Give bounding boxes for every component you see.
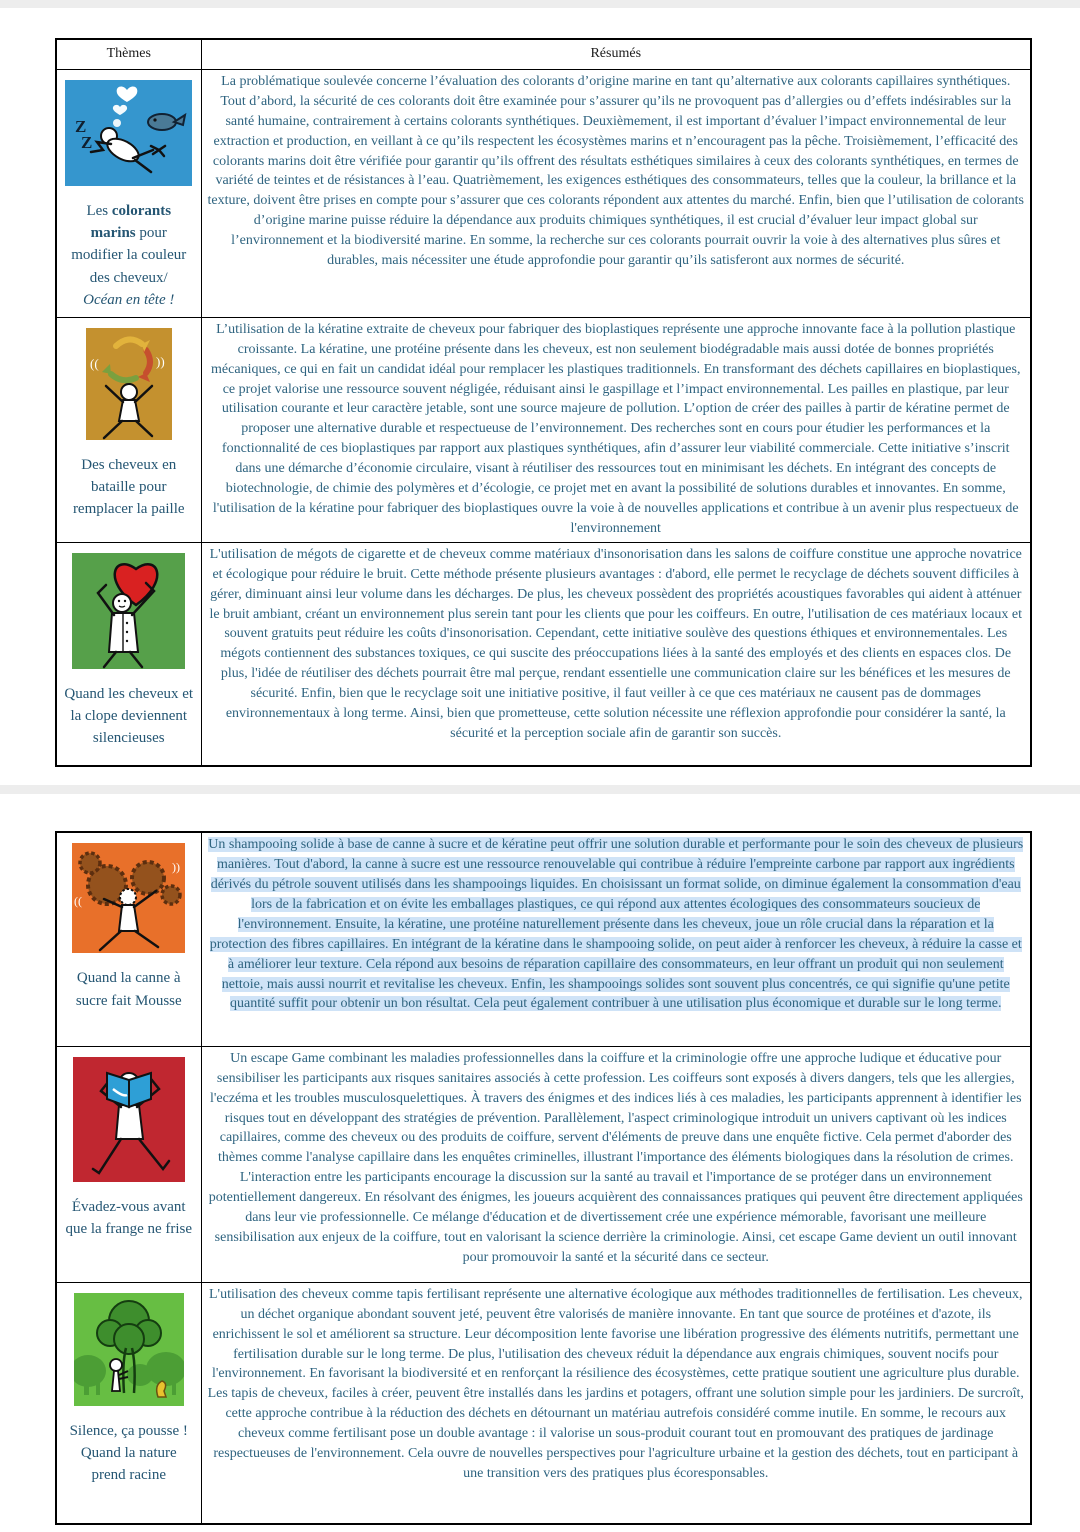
svg-text:)): )) — [172, 860, 181, 875]
column-header-themes: Thèmes — [56, 39, 201, 70]
theme-caption: Silence, ça pousse ! Quand la nature prend racine — [69, 1422, 188, 1484]
theme-cell-colorants-marins — [56, 70, 201, 318]
theme-cell-insonorisation — [56, 542, 201, 766]
theme-cell-escape-game — [56, 1046, 201, 1282]
resume-cell — [201, 1046, 1031, 1282]
table-row — [56, 832, 1031, 1046]
svg-text:Z: Z — [81, 133, 93, 152]
resume-cell — [201, 542, 1031, 766]
resume-text: Un escape Game combinant les maladies professionnelles dans la coiffure et la criminologie offre une approche ludique et éducative pour sensibiliser les participants aux risques sanitaires associés à cette profession. Les coiffeurs sont exposés à divers dangers, tels que les allergies, l'eczéma et les troubles musculosquelettiques. À travers des énigmes et des indices liés à ces maladies, les participants apprennent à identifier les risques tout en développant des stratégies de prévention. Parallèlement, l'aspect criminologique introduit un univers captivant où les indices capillaires, comme des cheveux ou des produits de coiffure, servent d'éléments de preuve dans une enquête fictive. Cela permet d'aborder des thèmes comme l'analyse capillaire dans les enquêtes criminelles, illustrant l'importance des éléments biologiques dans la résolution de crimes. L'interaction entre les participants encourage la discussion sur la santé au travail et l'importance de se protéger dans un environnement potentiellement dangereux. En résolvant des énigmes, les joueurs acquièrent des connaissances pratiques qui peuvent être directement appliquées dans leur vie professionnelle. Ce mélange d'éducation et de divertissement crée une expérience mémorable, favorisant une meilleure sensibilisation aux enjeux de la coiffure, tout en valorisant la science derrière la criminologie. Ainsi, cet escape Game devient un outil innovant pour promouvoir la santé et la sécurité dans ce secteur. — [208, 1050, 1023, 1265]
resume-text: L'utilisation de mégots de cigarette et de cheveux comme matériaux d'insonorisation dans les salons de coiffure constitue une approche novatrice et écologique pour réduire le bruit. Cette méthode présente plusieurs avantages : d'abord, elle permet le recyclage de déchets souvent difficiles à gérer, diminuant ainsi leur volume dans les décharges. De plus, les cheveux possèdent des propriétés acoustiques favorables qui aident à atténuer le bruit ambiant, créant un environnement plus serein tant pour les clients que pour les coiffeurs. En outre, l'utilisation de ces matériaux locaux et souvent gratuits peut réduire les coûts d'insonorisation. Cependant, cette initiative soulève des questions éthiques et environnementales. Les mégots contiennent des substances toxiques, ce qui suscite des préoccupations liées à la santé des employés et des clients en espaces clos. De plus, l'idée de réutiliser des déchets pourrait être mal perçue, rendant essentielle une communication claire sur les bénéfices et les mesures de sécurité. Enfin, bien que le recyclage soit une initiative positive, il faut veiller à ce que ces matériaux ne causent pas de dommages environnementaux à long terme. Ainsi, bien que prometteuse, cette solution nécessite une réflexion approfondie pour considérer la santé, la sécurité et la perception sociale afin de garantir son succès. — [209, 546, 1022, 741]
theme-caption: Évadez-vous avant que la frange ne frise — [65, 1198, 193, 1238]
book-reader-illustration — [73, 1057, 185, 1182]
caption-text: Les — [86, 203, 112, 219]
resume-cell — [201, 832, 1031, 1046]
selected-text: Un shampooing solide à base de canne à sucre et de kératine peut offrir une solution durable et performante pour le soin des cheveux de plusieurs manières. Tout d'abord, la canne à sucre est une ressource renouvelable qui contribue à réduire l'empreinte carbone par rapport aux ingrédients dérivés du pétrole souvent utilisés dans les shampooings liquides. En choisissant un format solide, on diminue également la consommation d'eau lors de la fabrication et on évite les emballages plastiques, ce qui répond aux attentes écologiques des consommateurs soucieux de l'environnement. Ensuite, la kératine, une protéine naturellement présente dans les cheveux, joue un rôle crucial dans la réparation et la protection des fibres capillaires. En intégrant de la kératine dans le shampooing solide, on peut aider à renforcer les cheveux, à réduire la casse et à améliorer leur texture. Cela répond aux besoins de réparation capillaire des consommateurs, en leur offrant un produit qui non seulement nettoie, mais aussi nourrit et revitalise les cheveux. Enfin, les shampooings solides sont souvent plus concentrés, ce qui signifie qu'une petite quantité suffit pour obtenir un bon résultat. Cela peut également contribuer à une utilisation plus économique et durable sur le long terme. — [208, 837, 1024, 1012]
table-row — [56, 542, 1031, 766]
theme-cell-fertilisant — [56, 1282, 201, 1524]
theme-cell-pailles — [56, 317, 201, 542]
themes-table-page2 — [55, 831, 1032, 1525]
caption-italic: Océan en tête ! — [83, 291, 175, 308]
resume-text: L’utilisation de la kératine extraite de cheveux pour fabriquer des bioplastiques représente une approche innovante face à la pollution plastique croissante. La kératine, une protéine présente dans les cheveux, est non seulement biodégradable mais aussi dotée de bonnes propriétés mécaniques, ce qui en fait un candidat idéal pour remplacer les plastiques traditionnels. En transformant des déchets capillaires en bioplastiques, ce projet valorise une ressource souvent négligée, réduisant ainsi le gaspillage et l’impact environnemental. Les pailles en plastique, par leur utilisation courante et leur caractère jetable, sont une source majeure de pollution. L’option de créer des pailles à partir de kératine permet de proposer une alternative durable et respectueuse de l’environnement. Des recherches sont en cours pour étudier les performances et la fonctionnalité de ces bioplastiques par rapport aux plastiques synthétiques, afin d’assurer leur viabilité commerciale. Cette initiative s’inscrit dans une démarche d’économie circulaire, visant à réutiliser des ressources tout en minimisant les déchets. En intégrant des concepts de biotechnologie, de chimie des polymères et d’écologie, ce projet met en avant la possibilité de solutions durables et innovantes. En somme, l'utilisation de la kératine pour fabriquer des bioplastiques ouvre la voie à de nouvelles applications et contribue à un avenir plus respectueux de l'environnement — [211, 321, 1021, 536]
resume-text-highlighted — [208, 835, 1025, 1014]
svg-text:)): )) — [155, 353, 165, 369]
caption-bold: colorants marins — [90, 203, 172, 242]
resume-cell — [201, 70, 1031, 318]
theme-cell-shampooing — [56, 832, 201, 1046]
resume-cell — [201, 317, 1031, 542]
svg-text:((: (( — [89, 355, 99, 371]
table-row — [56, 317, 1031, 542]
resume-text: L'utilisation des cheveux comme tapis fertilisant représente une alternative écologique aux méthodes traditionnelles de fertilisation. Les cheveux, un déchet organique abondant souvent jeté, peuvent être valorisés de manière innovante. En tant que source de protéines et d'azote, ils enrichissent le sol et améliorent sa structure. Leur décomposition lente favorise une libération progressive des éléments nutritifs, permettant une fertilisation durable sur le long terme. De plus, l'utilisation des cheveux réduit la dépendance aux engrais chimiques, souvent nocifs pour l'environnement. En favorisant la biodiversité et en renforçant la résilience des écosystèmes, cette pratique soutient une agriculture plus durable. Les tapis de cheveux, faciles à créer, peuvent être installés dans les jardins et potagers, offrant une solution simple pour les jardiniers. De surcroît, cette approche contribue à la réduction des déchets en détournant un matériau autrefois considéré comme inutile. En somme, le recours aux cheveux comme fertilisant pose un double avantage : il valorise un sous-produit courant tout en promouvant des pratiques de jardinage respectueuses de l'environnement. Cela ouvre de nouvelles perspectives pour l'agriculture urbaine et la gestion des déchets, tout en participant à une transition vers des pratiques plus écoresponsables. — [207, 1286, 1024, 1481]
theme-caption — [63, 200, 195, 311]
page-break-gap — [0, 785, 1080, 794]
theme-caption: Quand la canne à sucre fait Mousse — [75, 970, 182, 1009]
svg-text:Z: Z — [75, 117, 87, 136]
column-header-resumes: Résumés — [201, 39, 1031, 70]
heart-holder-illustration — [72, 553, 185, 669]
theme-caption: Des cheveux en bataille pour remplacer la paille — [72, 456, 185, 518]
header-row — [56, 39, 1031, 70]
theme-caption: Quand les cheveux et la clope deviennent silencieuses — [64, 685, 194, 747]
ocean-swimmer-illustration — [65, 80, 192, 186]
caption-text: pour modifier la couleur des cheveux/ — [71, 225, 187, 286]
resume-text: La problématique soulevée concerne l’évaluation des colorants d’origine marine en tant qu’alternative aux colorants capillaires synthétiques. Tout d’abord, la sécurité de ces colorants doit être examinée pour s’assurer qu’ils ne provoquent pas d’allergies ou d’effets indésirables sur la santé humaine, contrairement à certains colorants synthétiques. Deuxièmement, il est important d’évaluer l’impact environnemental de leur extraction et production, en veillant à ce qu’ils respectent les écosystèmes marins et n’encouragent pas la pêche. Troisièmement, l’efficacité des colorants marins doit être vérifiée pour garantir qu’ils offrent des résultats esthétiques similaires à ceux des colorants synthétiques, en termes de variété de teintes et de résistances à l’eau. Quatrièmement, les exigences esthétiques des consommateurs, telles que la couleur, la brillance et la texture, doivent être prises en compte pour s’assurer que ces colorants répondent aux attentes du marché. Enfin, bien que l’utilisation de colorants d’origine marine puisse réduire la dépendance aux produits chimiques synthétiques, il est crucial d’évaluer leur impact global sur l’environnement et la biodiversité marine. En somme, la recherche sur ces colorants pourrait ouvrir la voie à des alternatives plus sûres et durables, mais nécessiter une étude approfondie pour garantir qu’ils satisferont aux normes de sécurité. — [207, 74, 1024, 268]
resume-cell — [201, 1282, 1031, 1524]
table-row — [56, 1046, 1031, 1282]
table-row — [56, 1282, 1031, 1524]
page-gap-top — [0, 0, 1080, 8]
tree-nature-illustration — [74, 1293, 184, 1406]
table-row — [56, 70, 1031, 318]
recycle-juggler-illustration — [86, 328, 172, 440]
gear-juggler-illustration — [72, 843, 185, 953]
svg-text:((: (( — [74, 894, 83, 909]
themes-table-page1 — [55, 38, 1032, 767]
